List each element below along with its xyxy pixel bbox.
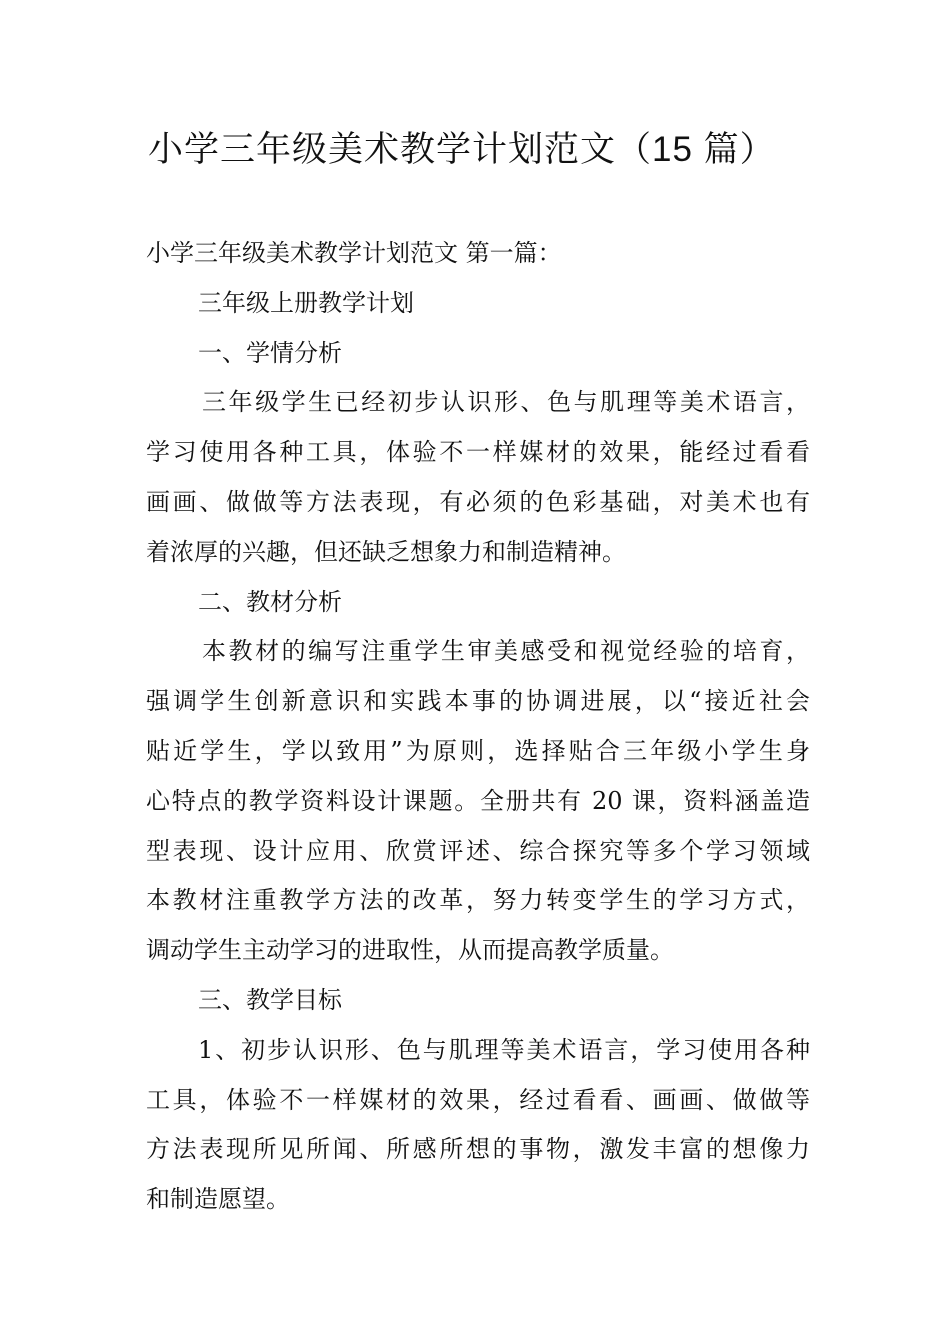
- paragraph-line: 心特点的教学资料设计课题。全册共有 20 课，资料涵盖造: [146, 786, 810, 815]
- paragraph-line: 学习使用各种工具，体验不一样媒材的效果，能经过看看: [146, 438, 810, 467]
- paragraph-line: 着浓厚的兴趣，但还缺乏想象力和制造精神。: [146, 537, 626, 566]
- paragraph-line: 本教材的编写注重学生审美感受和视觉经验的培育，: [202, 637, 810, 666]
- document-title: 小学三年级美术教学计划范文（15 篇）: [148, 130, 776, 169]
- intro-line: 小学三年级美术教学计划范文 第一篇：: [146, 239, 562, 267]
- paragraph-line: 贴近学生，学以致用”为原则，选择贴合三年级小学生身: [146, 736, 810, 765]
- paragraph-line: 方法表现所见所闻、所感所想的事物，激发丰富的想像力: [146, 1135, 810, 1164]
- section1-heading: 一、学情分析: [198, 338, 342, 367]
- subtitle: 三年级上册教学计划: [198, 288, 414, 317]
- document-body: [146, 229, 810, 1225]
- paragraph-line: 和制造愿望。: [146, 1185, 290, 1214]
- paragraph-line: 调动学生主动学习的进取性，从而提高教学质量。: [146, 936, 674, 965]
- paragraph-line: 三年级学生已经初步认识形、色与肌理等美术语言，: [202, 388, 810, 417]
- paragraph-line: 强调学生创新意识和实践本事的协调进展，以“接近社会: [146, 687, 810, 716]
- paragraph-line: 工具，体验不一样媒材的效果，经过看看、画画、做做等: [146, 1085, 810, 1114]
- paragraph-line: 型表现、设计应用、欣赏评述、综合探究等多个学习领域: [146, 836, 810, 865]
- paragraph-line: 本教材注重教学方法的改革，努力转变学生的学习方式，: [146, 886, 810, 915]
- paragraph-line: 1、初步认识形、色与肌理等美术语言，学习使用各种: [198, 1035, 810, 1064]
- paragraph-line: 画画、做做等方法表现，有必须的色彩基础，对美术也有: [146, 487, 810, 516]
- section2-heading: 二、教材分析: [198, 587, 342, 616]
- section3-heading: 三、教学目标: [198, 985, 342, 1014]
